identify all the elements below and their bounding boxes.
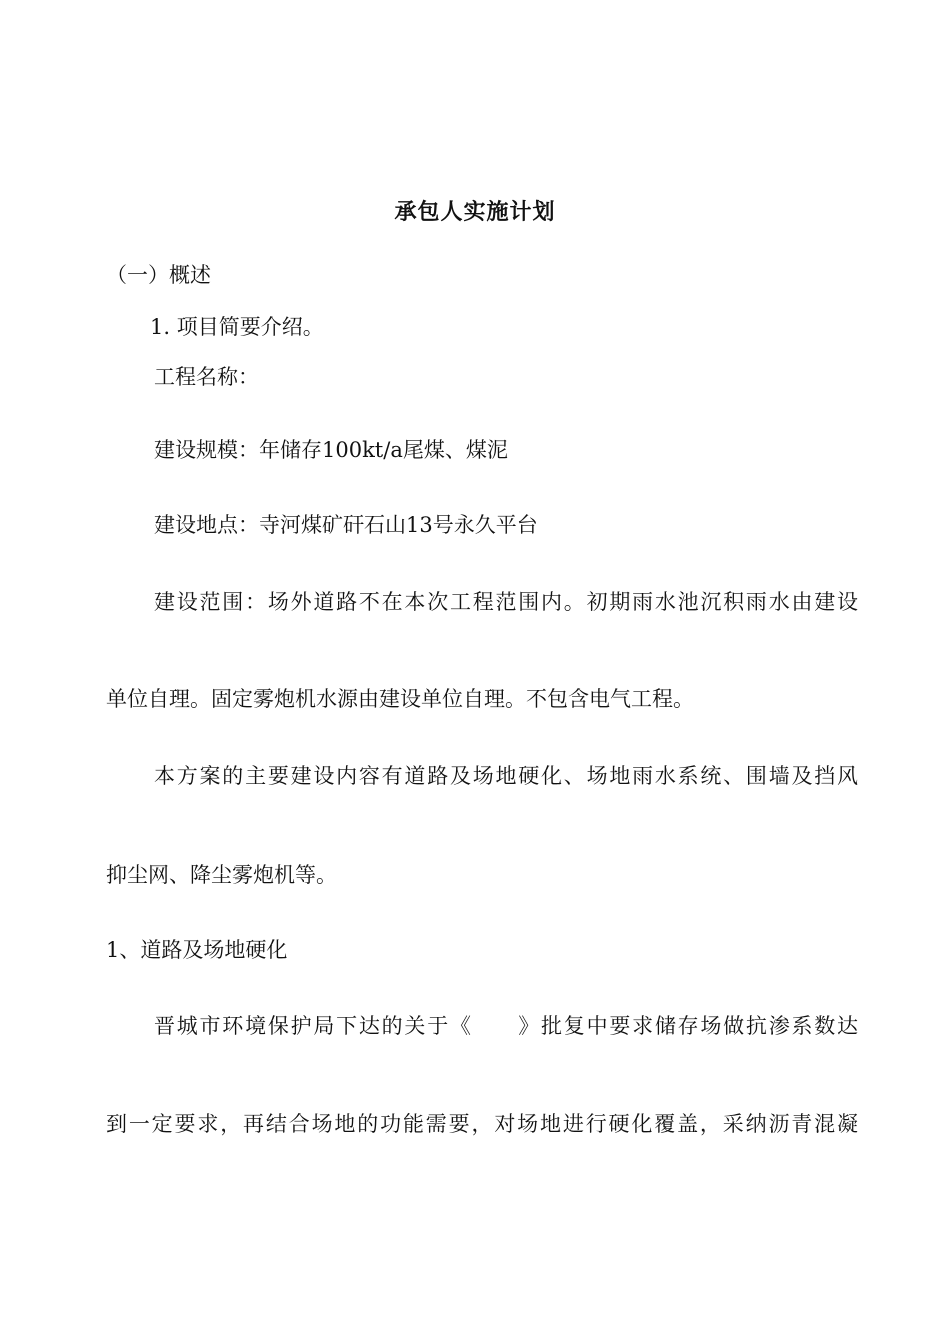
- content-line-1: 本方案的主要建设内容有道路及场地硬化、场地雨水系统、围墙及挡风: [154, 764, 858, 788]
- scope-line-1: 建设范围：场外道路不在本次工程范围内。初期雨水池沉积雨水由建设: [154, 590, 858, 614]
- scale-line: 建设规模：年储存100kt/a尾煤、煤泥: [154, 438, 508, 462]
- paragraph-1-line-1: 晋城市环境保护局下达的关于《 》批复中要求储存场做抗渗系数达: [154, 1014, 858, 1038]
- section-heading-overview: （一）概述: [106, 263, 211, 287]
- project-name-line: 工程名称：: [154, 365, 259, 389]
- content-line-2: 抑尘网、降尘雾炮机等。: [106, 863, 337, 887]
- paragraph-1-line-2: 到一定要求，再结合场地的功能需要，对场地进行硬化覆盖，采纳沥青混凝: [106, 1112, 858, 1136]
- location-line: 建设地点：寺河煤矿矸石山13号永久平台: [154, 513, 538, 537]
- subsection-heading-road-hardening: 1、道路及场地硬化: [106, 938, 288, 962]
- document-title: 承包人实施计划: [394, 200, 556, 225]
- scope-line-2: 单位自理。固定雾炮机水源由建设单位自理。不包含电气工程。: [106, 687, 694, 711]
- item-heading-intro: 1. 项目简要介绍。: [150, 315, 324, 339]
